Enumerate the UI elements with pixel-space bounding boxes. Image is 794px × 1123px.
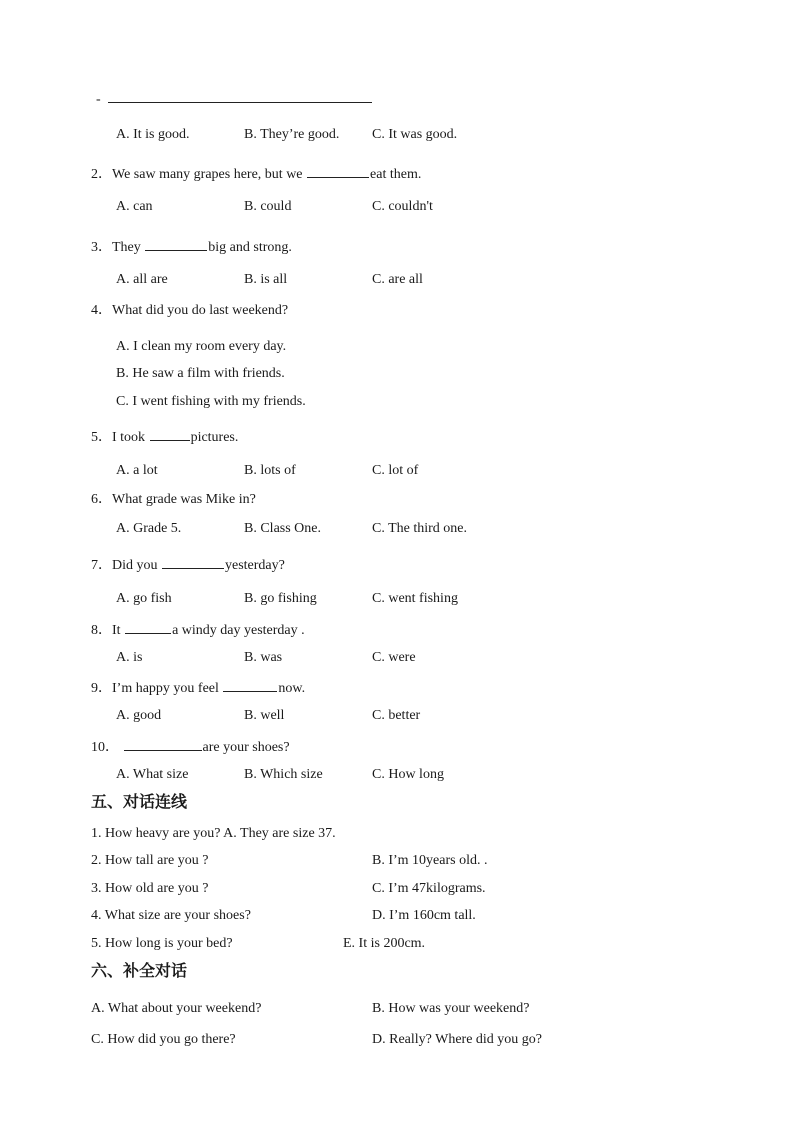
q7-option-c[interactable]: C. went fishing xyxy=(372,591,458,606)
match-row-2-left[interactable]: 2. How tall are you ? xyxy=(91,853,209,868)
question-text-pre: I took xyxy=(112,430,149,445)
match-row-2-right[interactable]: B. I’m 10years old. . xyxy=(372,853,488,868)
question-text-post: pictures. xyxy=(190,430,239,445)
dialog-option-a[interactable]: A. What about your weekend? xyxy=(91,1001,262,1016)
answer-blank[interactable] xyxy=(108,88,372,103)
question-5 xyxy=(91,426,238,447)
q5-option-a[interactable]: A. a lot xyxy=(116,463,158,478)
q6-option-a[interactable]: A. Grade 5. xyxy=(116,521,182,536)
answer-blank[interactable] xyxy=(124,736,202,751)
match-row-3-left[interactable]: 3. How old are you ? xyxy=(91,881,209,896)
q3-option-c[interactable]: C. are all xyxy=(372,272,423,287)
question-text-pre: I’m happy you feel xyxy=(112,681,223,696)
question-text-post: big and strong. xyxy=(208,240,292,255)
question-number: 9． xyxy=(91,681,112,696)
question-9 xyxy=(91,677,305,698)
q7-option-a[interactable]: A. go fish xyxy=(116,591,172,606)
q5-option-c[interactable]: C. lot of xyxy=(372,463,419,478)
q2-option-a[interactable]: A. can xyxy=(116,199,153,214)
question-number: 8． xyxy=(91,623,112,638)
question-6 xyxy=(91,491,256,509)
question-text-pre xyxy=(119,740,123,755)
question-8 xyxy=(91,619,305,640)
question-7 xyxy=(91,554,285,575)
question-text-pre: We saw many grapes here, but we xyxy=(112,167,307,182)
q6-option-c[interactable]: C. The third one. xyxy=(372,521,468,536)
question-number: 5． xyxy=(91,430,112,445)
q4-option-c[interactable]: C. I went fishing with my friends. xyxy=(116,394,306,409)
q9-option-c[interactable]: C. better xyxy=(372,708,421,723)
question-text-post: a windy day yesterday . xyxy=(172,623,305,638)
question-number: 6． xyxy=(91,492,112,507)
q4-option-a[interactable]: A. I clean my room every day. xyxy=(116,339,287,354)
dialog-option-b[interactable]: B. How was your weekend? xyxy=(372,1001,530,1016)
answer-line-row xyxy=(96,88,373,109)
answer-blank[interactable] xyxy=(125,619,171,634)
q8-option-c[interactable]: C. were xyxy=(372,650,416,665)
q10-option-a[interactable]: A. What size xyxy=(116,767,189,782)
q2-option-b[interactable]: B. could xyxy=(244,199,292,214)
answer-blank[interactable] xyxy=(223,677,277,692)
question-number: 4． xyxy=(91,303,112,318)
question-3 xyxy=(91,236,292,257)
question-text: What did you do last weekend? xyxy=(112,303,289,318)
answer-blank[interactable] xyxy=(150,426,190,441)
answer-blank[interactable] xyxy=(145,236,207,251)
q1-option-a[interactable]: A. It is good. xyxy=(116,127,190,142)
q8-option-a[interactable]: A. is xyxy=(116,650,143,665)
section-6-title: 六、补全对话 xyxy=(91,961,188,980)
q8-option-b[interactable]: B. was xyxy=(244,650,283,665)
dialog-option-c[interactable]: C. How did you go there? xyxy=(91,1032,236,1047)
q7-option-b[interactable]: B. go fishing xyxy=(244,591,317,606)
match-row-1-left[interactable]: 1. How heavy are you? A. They are size 37. xyxy=(91,826,336,841)
question-text-pre: It xyxy=(112,623,125,638)
answer-blank[interactable] xyxy=(307,163,369,178)
question-4 xyxy=(91,302,288,320)
dialog-option-d[interactable]: D. Really? Where did you go? xyxy=(372,1032,543,1047)
q3-option-a[interactable]: A. all are xyxy=(116,272,168,287)
question-text-post: eat them. xyxy=(370,167,422,182)
q10-option-b[interactable]: B. Which size xyxy=(244,767,323,782)
question-text: What grade was Mike in? xyxy=(112,492,256,507)
question-10 xyxy=(91,736,290,757)
q6-option-b[interactable]: B. Class One. xyxy=(244,521,321,536)
line-marker: - xyxy=(96,92,101,107)
q4-option-b[interactable]: B. He saw a film with friends. xyxy=(116,366,285,381)
question-text-pre: Did you xyxy=(112,558,161,573)
match-row-3-right[interactable]: C. I’m 47kilograms. xyxy=(372,881,486,896)
q1-option-b[interactable]: B. They’re good. xyxy=(244,127,340,142)
q9-option-a[interactable]: A. good xyxy=(116,708,162,723)
q2-option-c[interactable]: C. couldn't xyxy=(372,199,433,214)
question-number: 7． xyxy=(91,558,112,573)
q3-option-b[interactable]: B. is all xyxy=(244,272,288,287)
section-5-title: 五、对话连线 xyxy=(91,792,188,811)
match-row-5-left[interactable]: 5. How long is your bed? xyxy=(91,936,233,951)
question-number: 10． xyxy=(91,740,119,755)
question-text-post: now. xyxy=(278,681,306,696)
match-row-5-right[interactable]: E. It is 200cm. xyxy=(343,936,426,951)
q1-option-c[interactable]: C. It was good. xyxy=(372,127,458,142)
match-row-4-left[interactable]: 4. What size are your shoes? xyxy=(91,908,251,923)
question-text-pre: They xyxy=(112,240,145,255)
question-text-post: yesterday? xyxy=(225,558,285,573)
answer-blank[interactable] xyxy=(162,554,224,569)
question-text-post: are your shoes? xyxy=(202,740,290,755)
match-row-4-right[interactable]: D. I’m 160cm tall. xyxy=(372,908,476,923)
q9-option-b[interactable]: B. well xyxy=(244,708,285,723)
q10-option-c[interactable]: C. How long xyxy=(372,767,444,782)
question-number: 3． xyxy=(91,240,112,255)
q5-option-b[interactable]: B. lots of xyxy=(244,463,296,478)
question-2 xyxy=(91,163,421,184)
question-number: 2． xyxy=(91,167,112,182)
